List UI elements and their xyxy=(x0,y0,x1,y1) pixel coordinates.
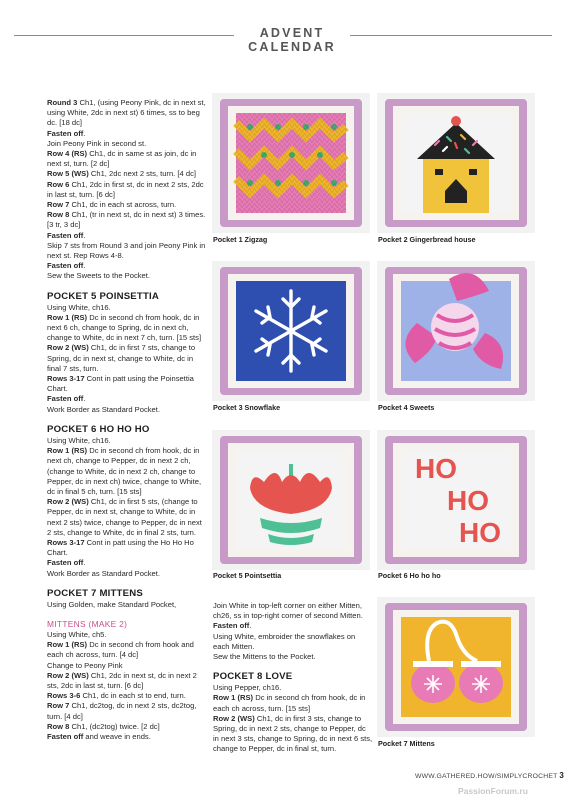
heading-pocket-5: POCKET 5 POINSETTIA xyxy=(47,290,160,302)
photo-pocket-5-poinsettia xyxy=(212,430,370,570)
instruction-fasten-off: Fasten off. xyxy=(47,394,86,404)
watermark: PassionForum.ru xyxy=(458,786,528,796)
instruction-row-4: Row 4 (RS) Ch1, dc in same st as join, dc in next st, turn. [2 dc] xyxy=(47,149,197,169)
instruction-row-1: Row 1 (RS) Dc in second ch from hook, dc in next ch, change to Pepper, dc in next 2 ch, (change to White, dc in next 2 ch, change to Pepper, dc in next ch) twice, change to White, dc in final 5 ch, turn. [15 sts] xyxy=(47,446,202,496)
heading-pocket-7: POCKET 7 MITTENS xyxy=(47,587,143,599)
instruction-rows-3-17: Rows 3-17 Cont in patt using the Poinsettia Chart. xyxy=(47,374,194,394)
caption-pocket-5: Pocket 5 Pointsettia xyxy=(213,571,282,580)
header-rule-left xyxy=(14,35,234,36)
subheading-mittens: MITTENS (MAKE 2) xyxy=(47,618,128,629)
section-title: ADVENT CALENDAR xyxy=(248,26,336,54)
pattern-column-2 xyxy=(213,601,373,755)
instruction-text: Work Border as Standard Pocket. xyxy=(47,568,160,578)
instruction-row-2: Row 2 (WS) Ch1, dc in first 7 sts, change to Spring, dc in next st, change to White, dc in final 7 sts, turn. xyxy=(47,343,196,373)
instruction-row-2: Row 2 (WS) Ch1, 2dc in next st, dc in next 2 sts, 2dc in last st, turn. [6 dc] xyxy=(47,670,197,690)
instruction-rows-3-6: Rows 3-6 Ch1, dc in each st to end, turn. xyxy=(47,691,186,701)
instruction-text: Using White, ch16. xyxy=(47,302,111,312)
instruction-row-5: Row 5 (WS) Ch1, 2dc next 2 sts, turn. [4 dc] xyxy=(47,169,196,179)
pattern-column-1 xyxy=(47,98,207,742)
photo-pocket-1-zigzag xyxy=(212,93,370,233)
instruction-rows-3-17: Rows 3-17 Cont in patt using the Ho Ho Ho Chart. xyxy=(47,537,194,558)
instruction-round-3: Round 3 Ch1, (using Peony Pink, dc in next st, using White, 2dc in next st) 6 times, ss to beg dc. [18 dc] xyxy=(47,98,206,128)
instruction-row-8: Row 8 Ch1, (tr in next st, dc in next st) 3 times. [3 tr, 3 dc] xyxy=(47,210,206,230)
instruction-text: Skip 7 sts from Round 3 and join Peony Pink in next st. Rep Rows 4-8. xyxy=(47,240,206,261)
photo-pocket-6-ho-ho-ho xyxy=(377,430,535,570)
instruction-row-7: Row 7 Ch1, dc2tog, dc in next 2 sts, dc2tog, turn. [4 dc] xyxy=(47,701,197,721)
page-number: 3 xyxy=(559,771,565,780)
caption-pocket-2: Pocket 2 Gingerbread house xyxy=(378,235,476,244)
header-rule-right xyxy=(350,35,552,36)
instruction-text: Change to Peony Pink xyxy=(47,660,123,670)
page-header xyxy=(0,24,566,54)
instruction-fasten-off: Fasten off. xyxy=(47,261,86,271)
photo-pocket-7-mittens xyxy=(377,597,535,737)
caption-pocket-7: Pocket 7 Mittens xyxy=(378,739,435,748)
instruction-fasten-off: Fasten off and weave in ends. xyxy=(47,731,151,741)
instruction-text: Using White, embroider the snowflakes on each Mitten. xyxy=(213,631,356,651)
instruction-row-7: Row 7 Ch1, dc in each st across, turn. xyxy=(47,200,177,210)
instruction-text: Join Peony Pink in second st. xyxy=(47,138,147,148)
embroidery-ho-1: HO xyxy=(415,453,457,484)
footer-url: WWW.GATHERED.HOW/SIMPLYCROCHET xyxy=(415,773,558,780)
embroidery-ho-2: HO xyxy=(447,485,489,516)
instruction-row-1: Row 1 (RS) Dc in second ch from hook and each ch across, turn. [4 dc] xyxy=(47,640,194,660)
instruction-row-6: Row 6 Ch1, 2dc in first st, dc in next 2 sts, 2dc in last st, turn. [6 dc] xyxy=(47,179,204,199)
instruction-fasten-off: Fasten off. xyxy=(213,621,252,631)
caption-pocket-1: Pocket 1 Zigzag xyxy=(213,235,268,244)
instruction-fasten-off: Fasten off. xyxy=(47,558,86,568)
instruction-row-2: Row 2 (WS) Ch1, dc in first 3 sts, change to Spring, dc in next 2 sts, change to Pepper, dc in next 3 sts, change to Spring, dc in next 6 sts, change to Pepper, dc in final st, turn. xyxy=(213,713,373,754)
caption-pocket-3: Pocket 3 Snowflake xyxy=(213,403,281,412)
photo-pocket-4-sweets xyxy=(377,261,535,401)
photo-pocket-2-gingerbread-house xyxy=(377,93,535,233)
instruction-text: Sew the Mittens to the Pocket. xyxy=(213,652,316,662)
instruction-row-1: Row 1 (RS) Dc in second ch from hook, dc in next 6 ch, change to Spring, dc in next ch, change to White, dc in next 7 ch, turn. [15 sts] xyxy=(47,312,202,343)
instruction-text: Work Border as Standard Pocket. xyxy=(47,404,160,414)
instruction-fasten-off: Fasten off. xyxy=(47,230,86,240)
instruction-text: Join White in top-left corner on either Mitten, ch26, ss in top-right corner of second Mitten. xyxy=(213,601,363,621)
heading-pocket-6: POCKET 6 HO HO HO xyxy=(47,423,150,435)
caption-pocket-6: Pocket 6 Ho ho ho xyxy=(378,571,441,580)
instruction-text: Using White, ch5. xyxy=(47,629,107,639)
heading-pocket-8: POCKET 8 LOVE xyxy=(213,671,293,683)
instruction-text: Sew the Sweets to the Pocket. xyxy=(47,271,150,281)
instruction-text: Using White, ch16. xyxy=(47,435,111,445)
photo-pocket-3-snowflake xyxy=(212,261,370,401)
instruction-text: Using Golden, make Standard Pocket, xyxy=(47,599,177,609)
instruction-row-1: Row 1 (RS) Dc in second ch from hook, dc in each ch across, turn. [15 sts] xyxy=(213,693,366,713)
embroidery-ho-3: HO xyxy=(459,517,501,548)
page-footer xyxy=(415,771,564,780)
instruction-text: Using Pepper, ch16. xyxy=(213,683,282,693)
instruction-row-2: Row 2 (WS) Ch1, dc in first 5 sts, (change to Pepper, dc in next st, change to White, dc in next 2 sts) twice, change to Pepper, dc in next 2 sts, change to White, dc in final 2 sts, turn. xyxy=(47,497,202,537)
caption-pocket-4: Pocket 4 Sweets xyxy=(378,403,435,412)
instruction-fasten-off: Fasten off. xyxy=(47,128,86,138)
instruction-row-8: Row 8 Ch1, (dc2tog) twice. [2 dc] xyxy=(47,721,160,731)
